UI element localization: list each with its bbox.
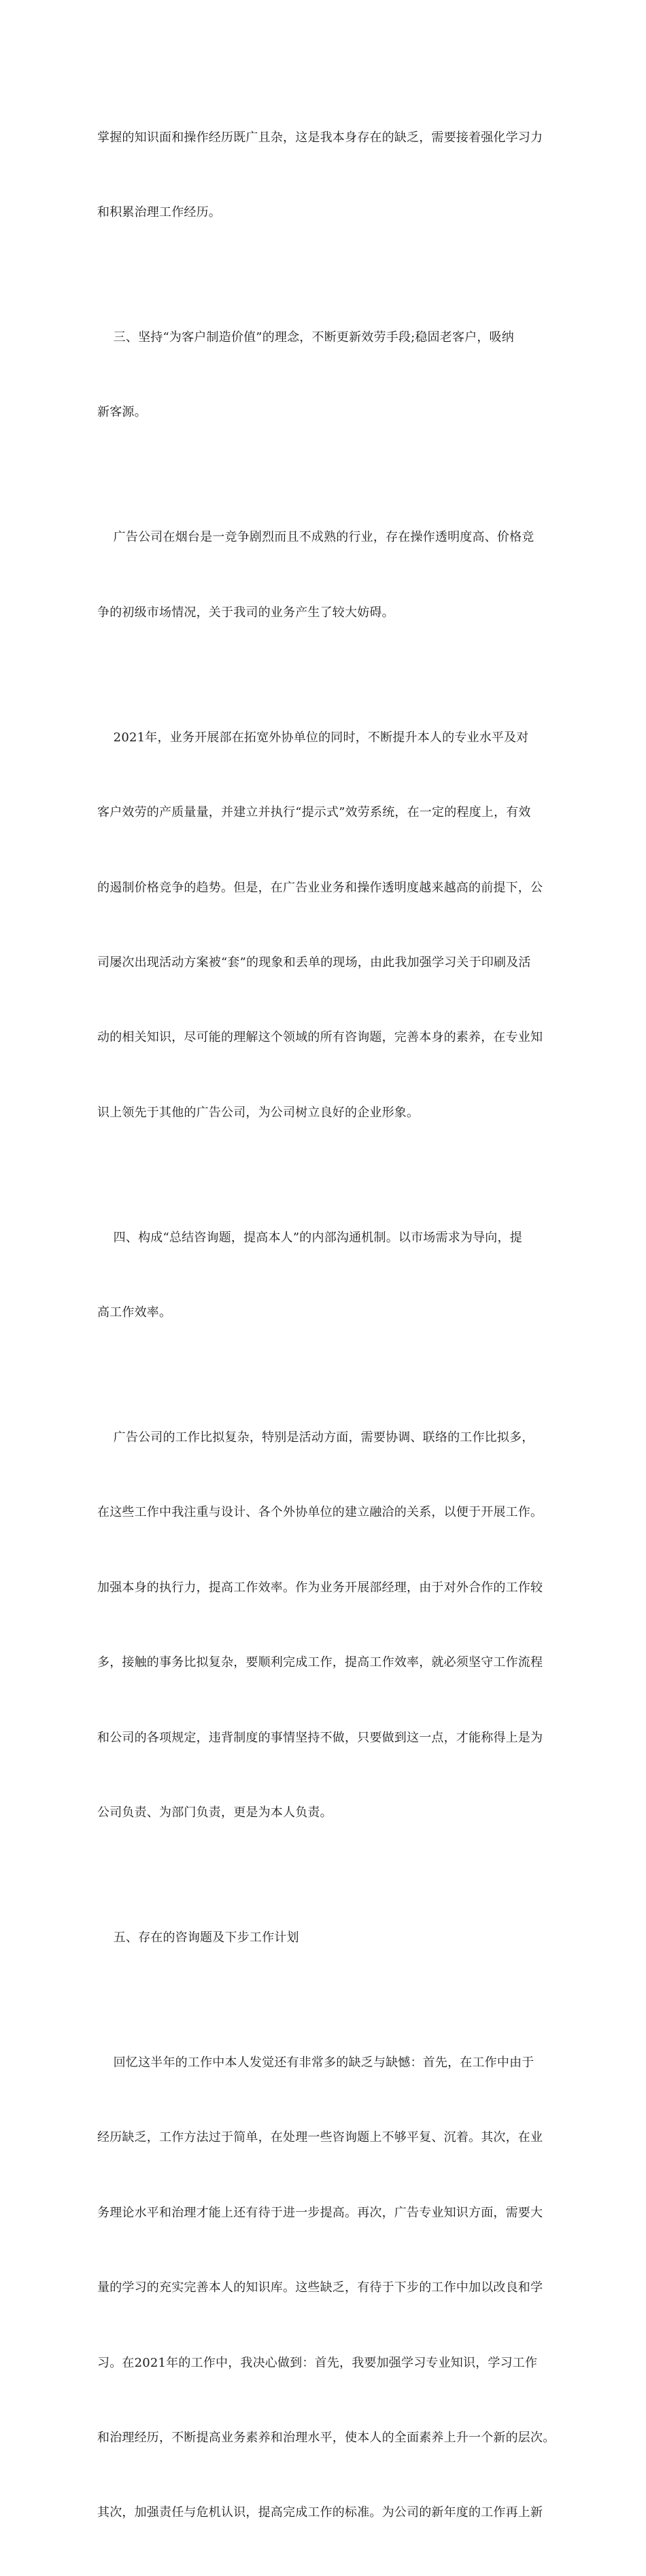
paragraph-line: 识上领先于其他的广告公司，为公司树立良好的企业形象。 [97,1105,420,1120]
paragraph-line: 五、存在的咨询题及下步工作计划 [97,1930,299,1945]
paragraph-line: 加强本身的执行力，提高工作效率。作为业务开展部经理，由于对外合作的工作较 [97,1580,543,1595]
paragraph-line: 的遏制价格竞争的趋势。但是，在广告业业务和操作透明度越来越高的前提下，公 [97,880,543,895]
paragraph-line: 和治理经历，不断提高业务素养和治理水平，使本人的全面素养上升一个新的层次。 [97,2430,556,2445]
paragraph-line: 多，接触的事务比拟复杂，要顺利完成工作，提高工作效率，就必须坚守工作流程 [97,1655,543,1670]
paragraph-line: 量的学习的充实完善本人的知识库。这些缺乏，有待于下步的工作中加以改良和学 [97,2280,543,2295]
paragraph-line: 司屡次出现活动方案被“套”的现象和丢单的现场，由此我加强学习关于印刷及活 [97,955,531,970]
paragraph-line: 新客源。 [97,405,147,420]
section-heading-3 [97,275,560,475]
section-heading-5 [97,1875,560,2000]
paragraph-line: 争的初级市场情况，关于我司的业务产生了较大妨碍。 [97,605,394,620]
section-heading-4 [97,1176,560,1375]
paragraph-line: 四、构成“总结咨询题，提高本人”的内部沟通机制。以市场需求为导向，提 [97,1230,522,1245]
paragraph-line: 回忆这半年的工作中本人发觉还有非常多的缺乏与缺憾：首先，在工作中由于 [97,2055,534,2070]
paragraph-line: 其次，加强责任与危机认识，提高完成工作的标准。为公司的新年度的工作再上新 [97,2505,543,2520]
paragraph-line: 和公司的各项规定，违背制度的事情坚持不做，只要做到这一点，才能称得上是为 [97,1730,543,1745]
paragraph-4 [97,675,560,1176]
paragraph-line: 经历缺乏，工作方法过于简单，在处理一些咨询题上不够平复、沉着。其次，在业 [97,2130,543,2145]
paragraph-line: 习。在2021年的工作中，我决心做到：首先，我要加强学习专业知识，学习工作 [97,2355,538,2370]
paragraph-line: 和积累治理工作经历。 [97,205,221,219]
paragraph-1 [97,75,560,275]
paragraph-8 [97,2000,560,2575]
paragraph-line: 2021年，业务开展部在拓宽外协单位的同时，不断提升本人的专业水平及对 [97,730,529,745]
paragraph-line: 掌握的知识面和操作经历既广且杂，这是我本身存在的缺乏，需要接着强化学习力 [97,130,543,145]
paragraph-line: 公司负责、为部门负责，更是为本人负责。 [97,1805,333,1820]
paragraph-3 [97,476,560,675]
paragraph-line: 高工作效率。 [97,1305,172,1320]
paragraph-line: 客户效劳的产质量量，并建立并执行“提示式”效劳系统，在一定的程度上，有效 [97,805,531,820]
paragraph-line: 三、坚持“为客户制造价值”的理念，不断更新效劳手段;稳固老客户，吸纳 [97,330,514,345]
paragraph-line: 广告公司在烟台是一竞争剧烈而且不成熟的行业，存在操作透明度高、价格竞 [97,530,534,545]
paragraph-line: 广告公司的工作比拟复杂，特别是活动方面，需要协调、联络的工作比拟多， [97,1430,534,1445]
paragraph-line: 动的相关知识，尽可能的理解这个领域的所有咨询题，完善本身的素养，在专业知 [97,1030,543,1045]
document-body [97,75,560,2576]
paragraph-line: 在这些工作中我注重与设计、各个外协单位的建立融洽的关系，以便于开展工作。 [97,1505,543,1520]
paragraph-6 [97,1375,560,1875]
paragraph-line: 务理论水平和治理才能上还有待于进一步提高。再次，广告专业知识方面，需要大 [97,2205,543,2220]
